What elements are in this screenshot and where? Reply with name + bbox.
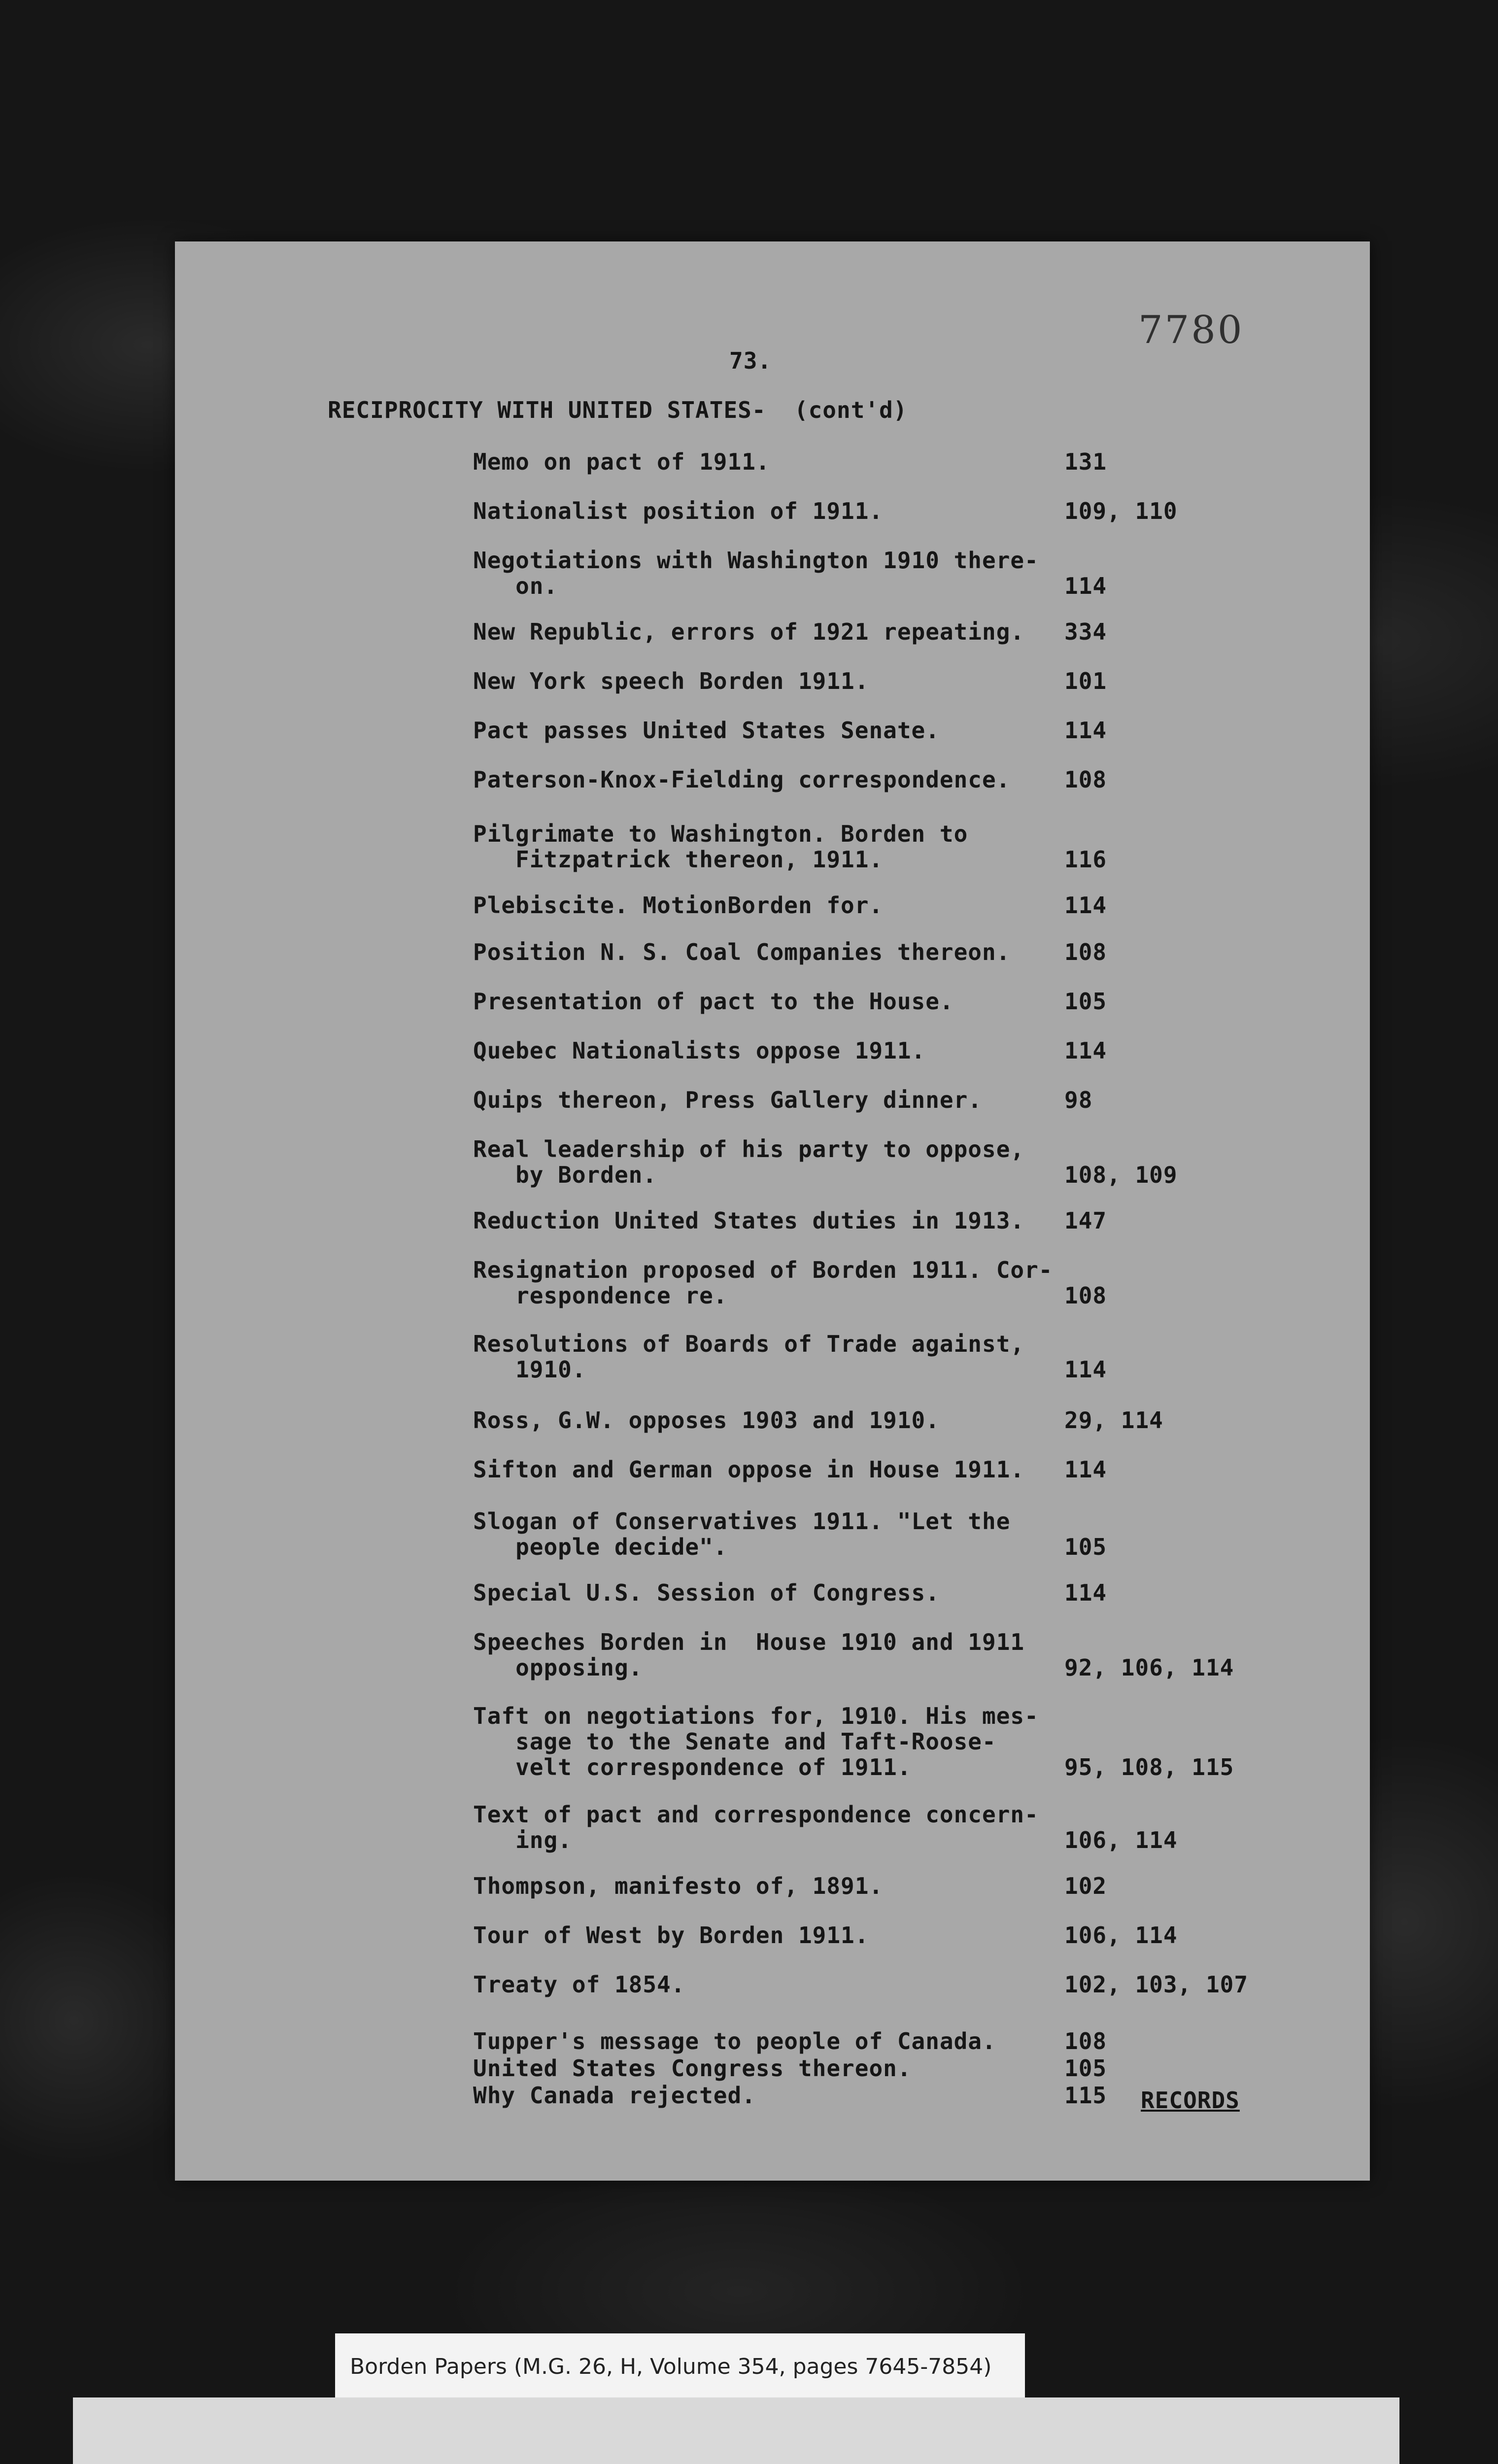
archive-card [73, 2397, 1399, 2464]
entry-text: Treaty of 1854. [473, 1971, 685, 1998]
entry-pages: 106, 114 [1064, 1827, 1178, 1853]
page-stamp-number: 7780 [1138, 308, 1244, 352]
entry-pages: 95, 108, 115 [1064, 1754, 1234, 1780]
entry-text: Special U.S. Session of Congress. [473, 1579, 940, 1606]
entry-pages: 114 [1064, 892, 1107, 919]
entry-text: Paterson-Knox-Fielding correspondence. [473, 766, 1011, 793]
entry-pages: 334 [1064, 618, 1107, 645]
entry-pages: 108 [1064, 1282, 1107, 1309]
entry-text: Real leadership of his party to oppose, [473, 1136, 1025, 1163]
entry-text: Resolutions of Boards of Trade against, [473, 1331, 1025, 1357]
entry-pages: 115 [1064, 2082, 1107, 2109]
page-number: 73. [729, 347, 772, 374]
entry-pages: 29, 114 [1064, 1407, 1163, 1434]
entry-pages: 108, 109 [1064, 1162, 1178, 1188]
entry-text: Ross, G.W. opposes 1903 and 1910. [473, 1407, 940, 1434]
entry-text: Fitzpatrick thereon, 1911. [473, 846, 884, 873]
entry-text: Taft on negotiations for, 1910. His mes- [473, 1703, 1039, 1729]
entry-pages: 101 [1064, 668, 1107, 694]
entry-text: people decide". [473, 1534, 728, 1560]
entry-pages: 114 [1064, 1456, 1107, 1483]
entry-pages: 108 [1064, 939, 1107, 965]
entry-text: Memo on pact of 1911. [473, 448, 770, 475]
entry-pages: 147 [1064, 1207, 1107, 1234]
entry-pages: 109, 110 [1064, 498, 1178, 524]
entry-text: respondence re. [473, 1282, 728, 1309]
entry-text: Quebec Nationalists oppose 1911. [473, 1037, 926, 1064]
entry-pages: 114 [1064, 717, 1107, 744]
entry-text: Thompson, manifesto of, 1891. [473, 1873, 884, 1899]
entry-pages: 105 [1064, 1534, 1107, 1560]
entry-pages: 105 [1064, 988, 1107, 1015]
entry-text: velt correspondence of 1911. [473, 1754, 912, 1780]
records-label: RECORDS [1141, 2087, 1240, 2114]
entry-pages: 114 [1064, 1579, 1107, 1606]
entry-text: Negotiations with Washington 1910 there- [473, 547, 1039, 574]
entry-pages: 105 [1064, 2055, 1107, 2082]
entry-text: sage to the Senate and Taft-Roose- [473, 1728, 996, 1755]
entry-text: United States Congress thereon. [473, 2055, 912, 2082]
entry-pages: 114 [1064, 1356, 1107, 1383]
entry-text: Nationalist position of 1911. [473, 498, 884, 524]
entry-text: Slogan of Conservatives 1911. "Let the [473, 1508, 1011, 1535]
entry-pages: 106, 114 [1064, 1922, 1178, 1949]
entry-text: Speeches Borden in House 1910 and 1911 [473, 1629, 1025, 1655]
entry-pages: 102, 103, 107 [1064, 1971, 1249, 1998]
entry-pages: 114 [1064, 573, 1107, 599]
entry-text: Text of pact and correspondence concern- [473, 1801, 1039, 1828]
entry-text: Plebiscite. MotionBorden for. [473, 892, 884, 919]
entry-text: Pilgrimate to Washington. Borden to [473, 821, 968, 847]
entry-pages: 108 [1064, 2028, 1107, 2054]
section-heading: RECIPROCITY WITH UNITED STATES- (cont'd) [328, 397, 908, 423]
entry-pages: 92, 106, 114 [1064, 1654, 1234, 1681]
entry-text: 1910. [473, 1356, 586, 1383]
entry-text: Tupper's message to people of Canada. [473, 2028, 996, 2054]
entry-pages: 114 [1064, 1037, 1107, 1064]
entry-text: Why Canada rejected. [473, 2082, 756, 2109]
entry-text: Pact passes United States Senate. [473, 717, 940, 744]
entry-text: Reduction United States duties in 1913. [473, 1207, 1025, 1234]
entry-text: by Borden. [473, 1162, 657, 1188]
entry-text: on. [473, 573, 558, 599]
entry-pages: 102 [1064, 1873, 1107, 1899]
entry-text: Position N. S. Coal Companies thereon. [473, 939, 1011, 965]
entry-text: ing. [473, 1827, 572, 1853]
entry-text: Sifton and German oppose in House 1911. [473, 1456, 1025, 1483]
entry-pages: 98 [1064, 1087, 1093, 1113]
entry-text: Presentation of pact to the House. [473, 988, 954, 1015]
entry-pages: 131 [1064, 448, 1107, 475]
entry-text: New York speech Borden 1911. [473, 668, 869, 694]
entry-text: opposing. [473, 1654, 643, 1681]
entry-text: New Republic, errors of 1921 repeating. [473, 618, 1025, 645]
entry-pages: 116 [1064, 846, 1107, 873]
entry-text: Quips thereon, Press Gallery dinner. [473, 1087, 982, 1113]
reference-slip: Borden Papers (M.G. 26, H, Volume 354, pages 7645-7854) [335, 2333, 1025, 2400]
entry-text: Tour of West by Borden 1911. [473, 1922, 869, 1949]
entry-text: Resignation proposed of Borden 1911. Cor- [473, 1257, 1053, 1283]
entry-pages: 108 [1064, 766, 1107, 793]
